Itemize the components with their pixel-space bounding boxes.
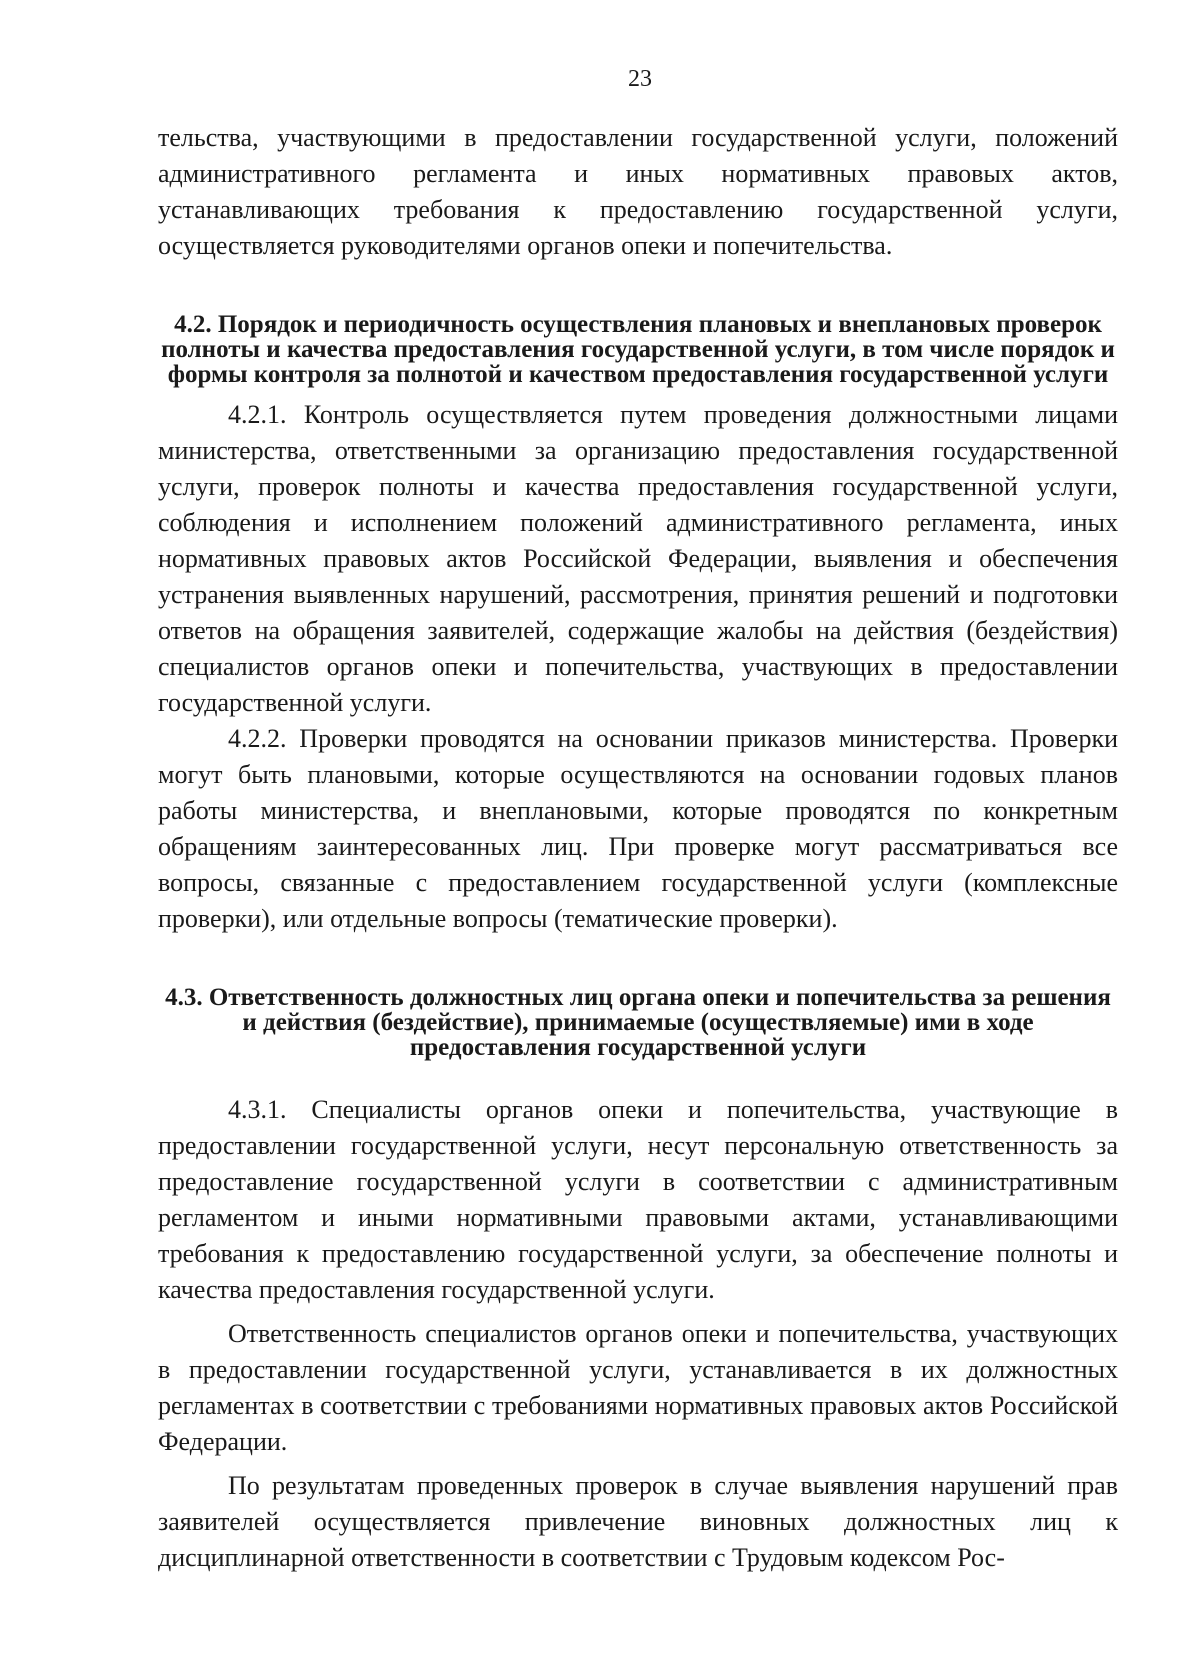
- paragraph-4-2-1: 4.2.1. Контроль осуществляется путем проведения должностными лицами министерства, ответственными за организацию предоставления государственной услуги, проверок полноты и качества предоставления государственной услуги, соблюдения и исполнением положений административного регламента, иных нормативных правовых актов Российской Федерации, выявления и обеспечения устранения выявленных нарушений, рассмотрения, принятия решений и подготовки ответов на обращения заявителей, содержащие жалобы на действия (бездействия) специалистов органов опеки и попечительства, участвующих в предоставлении государственной услуги.: [158, 400, 1118, 717]
- page-number: 23: [628, 66, 652, 92]
- section-heading-4-3: 4.3. Ответственность должностных лиц органа опеки и попечительства за решения и действия (бездействие), принимаемые (осуществляемые) ими в ходе предоставления государственной услуги: [165, 984, 1111, 1061]
- paragraph-4-2-2: 4.2.2. Проверки проводятся на основании приказов министерства. Проверки могут быть плановыми, которые осуществляются на основании годовых планов работы министерства, и внеплановыми, которые проводятся по конкретным обращениям заинтересованных лиц. При проверке могут рассматриваться все вопросы, связанные с предоставлением государственной услуги (комплексные проверки), или отдельные вопросы (тематические проверки).: [158, 724, 1118, 933]
- paragraph-continuation: тельства, участвующими в предоставлении государственной услуги, положений административного регламента и иных нормативных правовых актов, устанавливающих требования к предоставлению государственной услуги, осуществляется руководителями органов опеки и попечительства.: [158, 123, 1118, 260]
- document-body: [158, 120, 1118, 1576]
- section-heading-4-2: 4.2. Порядок и периодичность осуществления плановых и внеплановых проверок полноты и качества предоставления государственной услуги, в том числе порядок и формы контроля за полнотой и качеством предоставления государственной услуги: [161, 311, 1115, 388]
- paragraph-4-3-1: 4.3.1. Специалисты органов опеки и попечительства, участвующие в предоставлении государственной услуги, несут персональную ответственность за предоставление государственной услуги в соответствии с административным регламентом и иными нормативными правовыми актами, устанавливающими требования к предоставлению государственной услуги, за обеспечение полноты и качества предоставления государственной услуги.: [158, 1095, 1118, 1304]
- paragraph-inspection-results: По результатам проведенных проверок в случае выявления нарушений прав заявителей осуществляется привлечение виновных должностных лиц к дисциплинарной ответственности в соответствии с Трудовым кодексом Рос-: [158, 1471, 1118, 1572]
- paragraph-responsibility: Ответственность специалистов органов опеки и попечительства, участвующих в предоставлении государственной услуги, устанавливается в их должностных регламентах в соответствии с требованиями нормативных правовых актов Российской Федерации.: [158, 1319, 1118, 1456]
